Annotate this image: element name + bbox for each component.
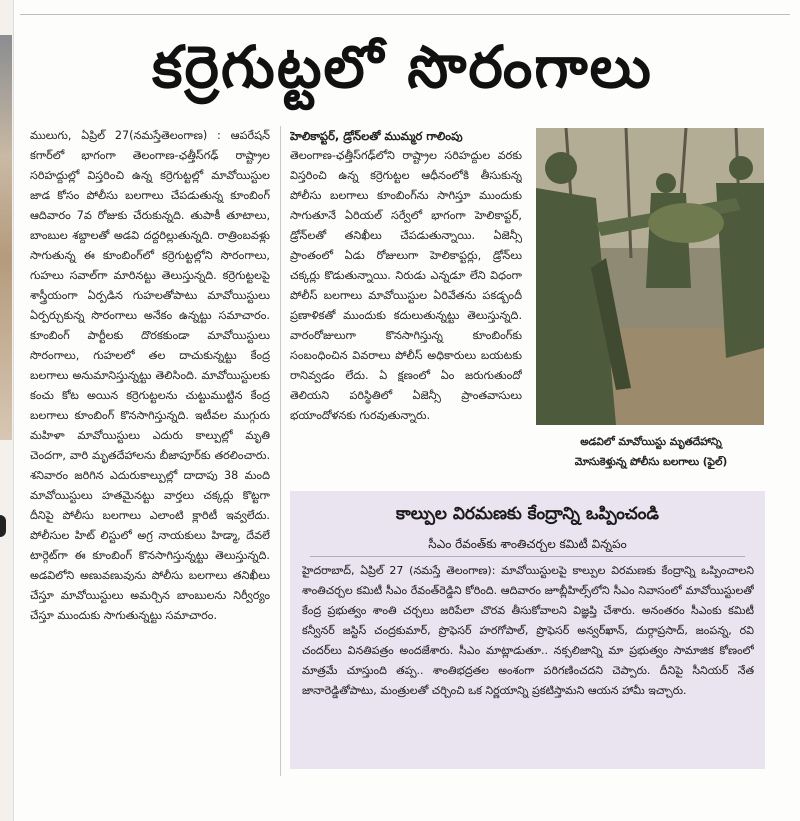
news-photo <box>536 128 764 425</box>
adjacent-photo-edge <box>0 35 12 440</box>
dateline: ములుగు, ఏప్రిల్ 27(నమస్తేతెలంగాణ) : <box>30 129 221 142</box>
middle-column-text: తెలంగాణ-ఛత్తీస్‌గఢ్‌లోని రాష్ట్రాల సరిహద్దుల వరకు విస్తరించి ఉన్న కర్రెగుట్టల ఆధీనంలోకి తీసుకున్న పోలీసు బలగాలు కూంబింగ్‌ను సాగిస్తూ ముందుకు సాగుతూనే ఏరియల్ సర్వేలో భాగంగా హెలికాప్టర్, డ్రోన్‌లతో తనిఖీలు చేపడుతున్నాయి. ఏజెన్సీ ప్రాంతంలో ఏడు రోజులుగా హెలికాప్టర్లు, డ్రోన్‌లు చక్కర్లు కొడుతున్నాయి. నిరుడు ఎన్నడూ లేని విధంగా పోలీస్ బలగాలు మావోయిస్టుల ఏరివేతను పకడ్బందీ ప్రణాళికతో ముందుకు కదులుతున్నట్టు తెలుస్తున్నది. వారంరోజులుగా కొనసాగిస్తున్న కూంబింగ్‌కు సంబంధించిన వివరాలు పోలీస్ అధికారులు బయటకు రానివ్వడం లేదు. ఏ క్షణంలో ఏం జరుగుతుందో తెలియని పరిస్థితిలో ఏజెన్సీ ప్రాంతవాసులు భయాందోళనకు గురవుతున్నారు. <box>290 149 522 422</box>
soldiers-illustration <box>536 128 764 425</box>
left-column <box>30 126 270 786</box>
subheading: హెలికాప్టర్, డ్రోన్‌లతో ముమ్మర గాలింపు <box>290 129 463 143</box>
adjacent-marker <box>0 515 6 537</box>
box-rule <box>310 556 745 557</box>
box-body: హైదరాబాద్, ఏప్రిల్ 27 (నమస్తే తెలంగాణ): మావోయిస్టులపై కాల్పుల విరమణకు కేంద్రాన్ని ఒప్పించాలని శాంతిచర్చల కమిటీ సీఎం రేవంత్‌రెడ్డిని కోరింది. ఆదివారం జూబ్లీహిల్స్‌లోని సీఎం నివాసంలో మావోయిస్టులతో కేంద్ర ప్రభుత్వం శాంతి చర్చలు జరిపేలా చొరవ తీసుకోవాలని విజ్ఞప్తి చేశారు. అనంతరం సీఎంకు కమిటీ కన్వీనర్ జస్టిస్ చంద్రకుమార్, ప్రొఫెసర్ హరగోపాల్, ప్రొఫెసర్ అన్వర్‌ఖాన్, దుర్గాప్రసాద్, జంపన్న, రవి చందర్‌లు వినతిపత్రం అందజేశారు. సీఎం మాట్లాడుతూ.. నక్సలిజాన్ని మా ప్రభుత్వం సామాజిక కోణంలో మాత్రమే చూస్తుంది తప్ప.. శాంతిభద్రతల అంశంగా పరిగణించదని చెప్పారు. దీనిపై సీనియర్ నేత జానారెడ్డితోపాటు, మంత్రులతో చర్చించి ఒక నిర్ణయాన్ని ప్రకటిస్తామని ఆయన హామీ ఇచ్చారు. <box>302 564 754 697</box>
column-divider <box>280 126 281 776</box>
left-column-text: ఆపరేషన్ కగార్‌లో భాగంగా తెలంగాణ-ఛత్తీస్‌గఢ్ రాష్ట్రాల సరిహద్దుల్లో విస్తరించి ఉన్న కర్రెగుట్టల్లో మావోయిస్టుల జాడ కోసం పోలీసు బలగాలు చేపడుతున్న కూంబింగ్ ఆదివారం 7వ రోజుకు చేరుకున్నది. తుపాకీ తూటాలు, బాంబుల శబ్దాలతో అడవి దద్దరిల్లుతున్నది. రాత్రింబవళ్లు సాగుతున్న ఈ కూంబింగ్‌లో కర్రెగుట్టల్లోని సొరంగాలు, గుహలు సవాల్‌గా మారినట్టు తెలుస్తున్నది. కర్రెగుట్టలపై శాస్త్రీయంగా ఏర్పడిన గుహలతోపాటు మావోయిస్టులు ఏర్పర్చుకున్న సొరంగాలు అనేకం ఉన్నట్టు సమాచారం. కూంబింగ్ పార్టీలకు దొరకకుండా మావోయిస్టులు సొరంగాలు, గుహలలో తల దాచుకున్నట్టు కేంద్ర బలగాలు అనుమానిస్తున్నట్టు తెలిసింది. మావోయిస్టులకు కంచు కోట అయిన కర్రెగుట్టలను చుట్టుముట్టిన కేంద్ర బలగాలు కూంబింగ్ కొనసాగిస్తున్నది. ఇటీవల ముగ్గురు మహిళా మావోయిస్టులు ఎదురు కాల్పుల్లో మృతి చెందగా, వారి మృతదేహాలను బీజాపూర్‌కు తరలించారు. శనివారం జరిగిన ఎదురుకాల్పుల్లో దాదాపు 38 మంది మావోయిస్టులు హతమైనట్టు వార్తలు చక్కర్లు కొట్టగా దీనిపై పోలీసు బలగాలు ఎలాంటి క్లారిటీ ఇవ్వలేదు. పోలీసుల హిట్ లిస్టులో అగ్ర నాయకులు హిడ్మా, దేవలే టార్గెట్‌గా ఈ కూంబింగ్ కొనసాగిస్తున్నట్టు తెలుస్తున్నది. అడవిలోని అణువణువును పోలీసు బలగాలు తనిఖీలు చేస్తూ మావోయిస్టులు అమర్చిన బాంబులను నిర్వీర్యం చేస్తూ ముందుకు సాగుతున్నట్టు సమాచారం. <box>30 129 270 622</box>
photo-caption <box>540 432 762 472</box>
headline: కర్రెగుట్టలో సొరంగాలు <box>152 33 653 101</box>
sidebar-story-box <box>290 491 765 769</box>
middle-column <box>290 126 522 476</box>
box-subtitle: సీఎం రేవంత్‌కు శాంతిచర్చల కమిటీ విన్నపం <box>428 537 627 551</box>
adjacent-article-edge <box>0 0 14 821</box>
box-title: కాల్పుల విరమణకు కేంద్రాన్ని ఒప్పించండి <box>396 504 659 524</box>
top-rule <box>20 14 790 15</box>
caption-line-2: మోసుకెళ్తున్న పోలీసు బలగాలు (ఫైల్) <box>574 456 728 468</box>
caption-line-1: అడవిలో మావోయిస్టు మృతదేహాన్ని <box>580 436 722 448</box>
